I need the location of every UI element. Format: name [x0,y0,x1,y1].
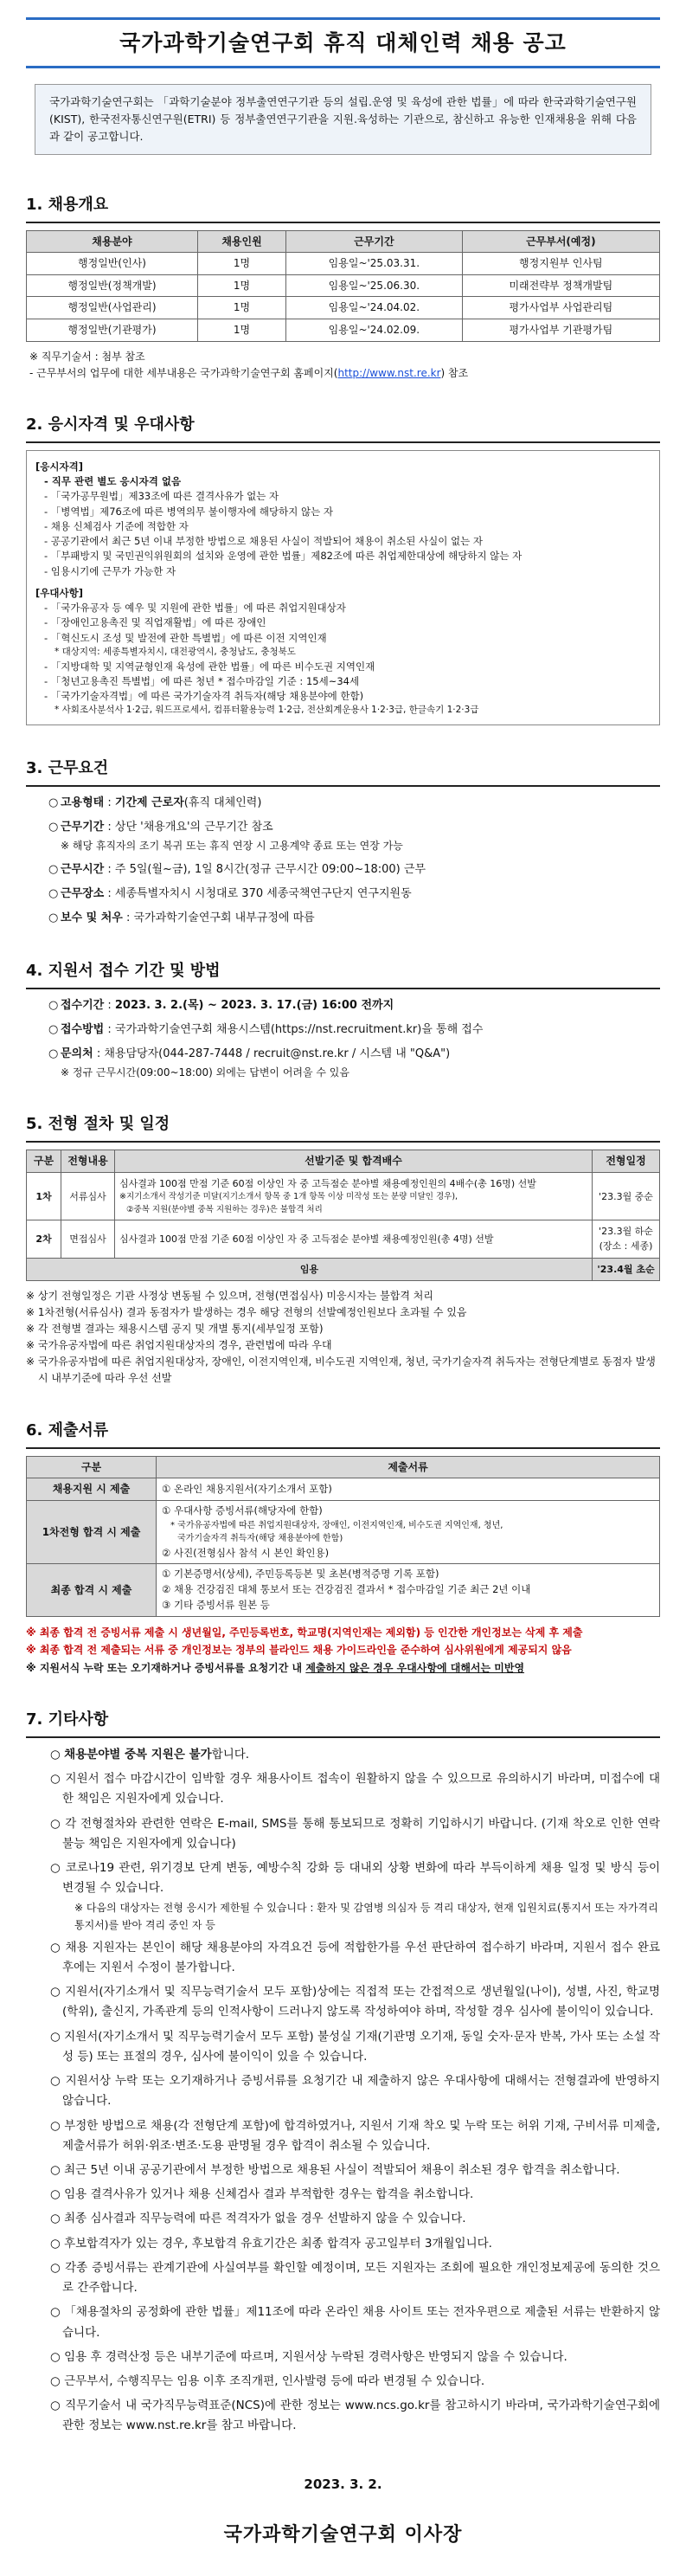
application-value: 2023. 3. 2.(목) ~ 2023. 3. 17.(금) 16:00 전까지 [114,998,394,1012]
bullet-icon: ○ [48,886,59,900]
table-cell: 행정일반(기관평가) [27,319,198,342]
list-item: ○ 직무기술서 내 국가직무능력표준(NCS)에 관한 정보는 www.ncs.go.kr를 참고하시기 바라며, 국가과학기술연구회에 관한 정보는 www.nst.re.kr를 참고 바랍니다. [50,2399,660,2433]
condition-location: ○ 근무장소 : 세종특별자치시 시청대로 370 세종국책연구단지 연구지원동 [26,885,660,904]
list-item: - 「장애인고용촉진 및 직업재활법」에 따른 장애인 [44,616,266,629]
doc-item: ① 우대사항 증빙서류(해당자에 한함) [162,1504,323,1517]
section-application [26,959,660,1082]
doc-item: ① 기본증명서(상세), 주민등록등본 및 초본(병적증명 기록 포함) [162,1568,439,1581]
col-header: 전형일정 [593,1150,660,1173]
col-header: 근무기간 [286,230,463,253]
table-row [27,319,660,342]
application-value[interactable]: 채용담당자(044-287-7448 / recruit@nst.re.kr / 시스템 내 "Q&A") [104,1046,451,1060]
note: ※ 국가유공자법에 따른 취업지원대상자의 경우, 관련법에 따라 우대 [26,1339,332,1352]
table-cell: 심사결과 100점 만점 기준 60점 이상인 자 중 고득점순 분야별 채용예정인원(총 4명) 선발 [115,1220,593,1258]
list-item: ○ 「채용절차의 공정화에 관한 법률」제11조에 따라 온라인 채용 사이트 또는 전자우편으로 제출된 서류는 반환하지 않습니다. [50,2305,660,2340]
section-documents [26,1419,660,1677]
section-heading: 1. 채용개요 [26,193,660,223]
application-contact: ○ 문의처 : 채용담당자(044-287-7448 / recruit@nst.re.kr / 시스템 내 "Q&A") ※ 정규 근무시간(09:00~18:00) 외에는 답변이 어려울 수 있음 [26,1045,660,1081]
table-cell: 임용 [27,1258,593,1280]
bullet-icon: ○ [48,1022,59,1036]
list-item: ○ 지원서 접수 마감시간이 임박할 경우 채용사이트 접속이 원활하지 않을 수 있으므로 유의하시기 바라며, 미접수에 대한 책임은 지원자에게 있습니다. [50,1772,660,1806]
list-subitem: * 사회조사분석사 1·2급, 워드프로세서, 컴퓨터활용능력 1·2급, 전산회계운용사 1·2·3급, 한글속기 1·2·3급 [54,705,479,716]
item-text: 지원서(자기소개서 및 직무능력기술서 모두 포함)상에는 직접적 또는 간접적으로 생년월일(나이), 성별, 사진, 학교명(학위), 출신지, 가족관계 등의 인적사항이 드러나지 않도록 작성하여야 하며, 작성할 경우 심사에 불이익이 있습니다. [62,1985,661,2019]
list-item: - 공공기관에서 최근 5년 이내 부정한 방법으로 채용된 사실이 적발되어 채용이 취소된 사실이 없는 자 [44,535,483,548]
table-row [27,1564,660,1616]
note-text-underlined: 제출하지 않은 경우 우대사항에 대해서는 미반영 [305,1661,525,1674]
list-item: ○ 임용 후 경력산정 등은 내부기준에 따르며, 지원서상 누락된 경력사항은 반영되지 않을 수 있습니다. [50,2349,567,2364]
signature-org: 국가과학기술연구회 이사장 [223,2523,463,2546]
bullet-icon: ○ [48,998,59,1012]
table-cell [157,1564,660,1616]
table-cell: 서류심사 [61,1172,115,1220]
section-heading: 6. 제출서류 [26,1419,660,1449]
condition-label: 고용형태 [61,796,105,810]
doc-item: ③ 기타 증빙서류 원본 등 [162,1599,270,1611]
item-text: 합니다. [211,1747,250,1761]
table-row [27,1220,660,1258]
item-text: 임용 후 경력산정 등은 내부기준에 따르며, 지원서상 누락된 경력사항은 반영되지 않을 수 있습니다. [64,2349,567,2364]
list-item: - 「국가유공자 등 예우 및 지원에 관한 법률」에 따른 취업지원대상자 [44,602,346,615]
announcement-date: 2023. 3. 2. [304,2476,382,2492]
qualification-heading: [응시자격] [35,460,83,473]
application-period: ○ 접수기간 : 2023. 3. 2.(목) ~ 2023. 3. 17.(금) 16:00 전까지 [26,996,660,1015]
condition-note: ※ 해당 휴직자의 조기 복귀 또는 휴직 연장 시 고용계약 종료 또는 연장 가능 [61,840,403,853]
list-item: ○ 최근 5년 이내 공공기관에서 부정한 방법으로 채용된 사실이 적발되어 채용이 취소된 경우 합격을 취소합니다. [50,2162,620,2177]
table-cell: '23.3월 중순 [593,1172,660,1220]
table-cell: 평가사업부 기관평가팀 [462,319,659,342]
recruitment-table [26,230,660,342]
section-heading: 7. 기타사항 [26,1708,660,1738]
col-header: 채용분야 [27,230,198,253]
bullet-icon: ○ [48,821,59,834]
table-cell: 행정일반(사업관리) [27,297,198,319]
condition-employment: ○ 고용형태 : 기간제 근로자(휴직 대체인력) [26,794,660,813]
table-cell: 1명 [197,253,285,275]
note: ※ 1차전형(서류심사) 결과 동점자가 발생하는 경우 해당 전형의 선발예정인원보다 초과될 수 있음 [26,1305,467,1318]
list-item: ○ 각 전형절차와 관련한 연락은 E-mail, SMS를 통해 통보되므로 정확히 기입하시기 바랍니다. (기재 착오로 인한 연락불능 책임은 지원자에게 있습니다) [50,1816,660,1851]
section-recruitment-overview [26,193,660,382]
application-label: 문의처 [61,1046,93,1060]
list-item: ○ 부정한 방법으로 채용(각 전형단계 포함)에 합격하였거나, 지원서 기재 착오 및 누락 또는 허위 기재, 구비서류 미제출, 제출서류가 허위·위조·변조·도용 판명될 경우 합격이 취소될 수 있습니다. [50,2118,660,2153]
list-item: - 「청년고용촉진 특별법」에 따른 청년 * 접수마감일 기준 : 15세~34세 [44,674,360,687]
list-item: - 「병역법」제76조에 따른 병역의무 불이행자에 해당하지 않는 자 [44,505,333,518]
table-row [27,297,660,319]
note-homepage [29,365,660,382]
item-text: 직무기술서 내 국가직무능력표준(NCS)에 관한 정보는 www.ncs.go.kr를 참고하시기 바라며, 국가과학기술연구회에 관한 정보는 www.nst.re.kr를 참고 바랍니다. [62,2399,660,2433]
item-text: 채용 지원자는 본인이 해당 채용분야의 자격요건 등에 적합한가를 우선 판단하여 접수하기 바라며, 지원서 접수 완료 후에는 지원서 수정이 불가합니다. [62,1940,660,1974]
section-heading: 5. 전형 절차 및 일정 [26,1112,660,1143]
note-warning: ※ 최종 합격 전 제출되는 서류 중 개인정보는 정부의 블라인드 채용 가이드라인을 준수하여 심사위원에게 제공되지 않음 [26,1644,572,1657]
table-cell: 행정일반(정책개발) [27,274,198,297]
criteria-sub: ②중복 지원(분야별 중복 지원하는 경우)은 불합격 처리 [126,1204,323,1214]
list-item: ○ 채용분야별 중복 지원은 불가합니다. [50,1747,250,1761]
section-heading: 2. 응시자격 및 우대사항 [26,413,660,443]
col-header: 구분 [27,1150,61,1173]
documents-table [26,1456,660,1617]
item-text: 임용 결격사유가 있거나 채용 신체검사 결과 부적합한 경우는 합격을 취소합니다. [64,2187,474,2202]
table-row [27,1500,660,1564]
list-item: ○ 지원서(자기소개서 및 직무능력기술서 모두 포함)상에는 직접적 또는 간접적으로 생년월일(나이), 성별, 사진, 학교명(학위), 출신지, 가족관계 등의 인적사항이 드러나지 않도록 작성하여야 하며, 작성할 경우 심사에 불이익이 있습니다. [50,1985,661,2019]
note-text: ※ 지원서식 누락 또는 오기재하거나 증빙서류를 요청기간 내 [26,1661,306,1674]
condition-value-extra: (휴직 대체인력) [183,796,262,810]
application-note: ※ 정규 근무시간(09:00~18:00) 외에는 답변이 어려울 수 있음 [61,1066,349,1079]
condition-value: 국가과학기술연구회 내부규정에 따름 [133,911,315,924]
condition-label: 보수 및 처우 [61,911,123,924]
qualification-box [26,450,660,725]
application-value[interactable]: 국가과학기술연구회 채용시스템(https://nst.recruitment.kr)을 통해 접수 [114,1022,484,1036]
item-text: 부정한 방법으로 채용(각 전형단계 포함)에 합격하였거나, 지원서 기재 착오 및 누락 또는 허위 기재, 구비서류 미제출, 제출서류가 허위·위조·변조·도용 판명될 경우 합격이 취소될 수 있습니다. [62,2118,660,2153]
page-title: 국가과학기술연구회 휴직 대체인력 채용 공고 [26,17,660,68]
list-item: - 임용시기에 근무가 가능한 자 [44,564,176,577]
note: ※ 각 전형별 결과는 채용시스템 공지 및 개별 통지(세부일정 포함) [26,1322,324,1335]
item-text: 근무부서, 수행직무는 임용 이후 조직개편, 인사발령 등에 따라 변경될 수 있습니다. [64,2373,485,2388]
item-text: 최근 5년 이내 공공기관에서 부정한 방법으로 채용된 사실이 적발되어 채용이 취소된 경우 합격을 취소합니다. [64,2162,620,2177]
application-method: ○ 접수방법 : 국가과학기술연구회 채용시스템(https://nst.recruitment.kr)을 통해 접수 [26,1021,660,1040]
intro-box: 국가과학기술연구회는 「과학기술분야 정부출연연구기관 등의 설립.운영 및 육성에 관한 법률」에 따라 한국과학기술연구원(KIST), 한국전자통신연구원(ETRI) 등 정부출연연구기관을 지원.육성하는 기관으로, 참신하고 유능한 인재채용을 위해 다음과 같이 공고합니다. [35,84,651,155]
homepage-link[interactable]: http://www.nst.re.kr [337,366,441,379]
doc-subitem: * 국가유공자법에 따른 취업지원대상자, 장애인, 이전지역인재, 비수도권 지역인재, 청년, [170,1520,503,1530]
section-heading: 3. 근무요건 [26,757,660,787]
table-cell [115,1172,593,1220]
table-row [27,253,660,275]
note: ※ 상기 전형일정은 기관 사정상 변동될 수 있으며, 전형(면접심사) 미응시자는 불합격 처리 [26,1289,433,1302]
section-heading: 4. 지원서 접수 기간 및 방법 [26,959,660,989]
section-qualifications [26,413,660,725]
table-cell: 행정지원부 인사팀 [462,253,659,275]
condition-value: 세종특별자치시 시청대로 370 세종국책연구단지 연구지원동 [114,886,412,900]
table-cell: 면접심사 [61,1220,115,1258]
item-text: 후보합격자가 있는 경우, 후보합격 유효기간은 최종 합격자 공고일부터 3개월입니다. [64,2236,492,2251]
item-text: 코로나19 관련, 위기경보 단계 변동, 예방수칙 강화 등 대내외 상황 변화에 따라 부득이하게 채용 일정 및 방식 등이 변경될 수 있습니다. [62,1860,661,1896]
condition-period: ○ 근무기간 : 상단 '채용개요'의 근무기간 참조 ※ 해당 휴직자의 조기 복귀 또는 휴직 연장 시 고용계약 종료 또는 연장 가능 [26,818,660,854]
list-item: - 「국가기술자격법」에 따른 국가기술자격 취득자(해당 채용분야에 한함) [44,690,364,703]
row-header: 최종 합격 시 제출 [27,1564,157,1616]
application-label: 접수기간 [61,998,105,1012]
selection-table [26,1150,660,1280]
list-item: ○ 코로나19 관련, 위기경보 단계 변동, 예방수칙 강화 등 대내외 상황 변화에 따라 부득이하게 채용 일정 및 방식 등이 변경될 수 있습니다. [50,1860,661,1896]
application-label: 접수방법 [61,1022,105,1036]
table-cell: 1명 [197,319,285,342]
row-header: 1차전형 합격 시 제출 [27,1500,157,1564]
table-cell: 1차 [27,1172,61,1220]
table-row [27,1172,660,1220]
table-cell: 행정일반(인사) [27,253,198,275]
list-item: - 채용 신체검사 기준에 적합한 자 [44,519,189,532]
criteria-sub: ※지기소개서 작성기준 미달(지기소개서 항목 중 1개 항목 이상 미작성 또는 분량 미달인 경우), [119,1191,458,1201]
table-cell: 1명 [197,274,285,297]
selection-notes [26,1288,660,1388]
item-bold: 채용분야별 중복 지원은 불가 [64,1747,212,1761]
col-header: 구분 [27,1456,157,1478]
item-text: 지원서상 누락 또는 오기재하거나 증빙서류를 요청기간 내 제출하지 않은 우대사항에 대해서는 전형결과에 반영하지 않습니다. [62,2074,660,2109]
preference-heading: [우대사항] [35,586,83,599]
condition-label: 근무시간 [61,862,105,876]
doc-item: ② 사진(전형심사 참석 시 본인 확인용) [162,1546,330,1559]
item-text: 지원서(자기소개서 및 직무능력기술서 모두 포함) 불성실 기재(기관명 오기재, 동일 숫자·문자 반복, 가사 또는 소설 작성 등) 또는 표절의 경우, 심사에 불이익이 있을 수 있습니다. [62,2029,660,2064]
documents-notes [26,1624,660,1677]
note-text: - 근무부서의 업무에 대한 세부내용은 국가과학기술연구회 홈페이지( [29,366,338,379]
list-item: ○ 지원서상 누락 또는 오기재하거나 증빙서류를 요청기간 내 제출하지 않은 우대사항에 대해서는 전형결과에 반영하지 않습니다. [50,2074,660,2109]
table-cell: ① 온라인 채용지원서(자기소개서 포함) [157,1478,660,1501]
section-selection-process [26,1112,660,1387]
bullet-icon: ○ [48,796,59,810]
note-warning [26,1659,660,1677]
condition-value: 주 5일(월~금), 1일 8시간(정규 근무시간 09:00~18:00) 근무 [114,862,426,876]
criteria-main: 심사결과 100점 만점 기준 60점 이상인 자 중 고득점순 분야별 채용예정인원의 4배수(총 16명) 선발 [119,1177,536,1189]
col-header: 전형내용 [61,1150,115,1173]
item-text: 각 전형절차와 관련한 연락은 E-mail, SMS를 통해 통보되므로 정확히 기입하시기 바랍니다. (기재 착오로 인한 연락불능 책임은 지원자에게 있습니다) [62,1816,660,1851]
table-cell: 임용일~'25.06.30. [286,274,463,297]
table-row [27,274,660,297]
table-cell: 2차 [27,1220,61,1258]
list-item: ○ 후보합격자가 있는 경우, 후보합격 유효기간은 최종 합격자 공고일부터 3개월입니다. [50,2236,492,2251]
table-cell: '23.4월 초순 [593,1258,660,1280]
table-cell: 미래전략부 정책개발팀 [462,274,659,297]
col-header: 채용인원 [197,230,285,253]
list-item: - 직무 관련 별도 응시자격 없음 [44,475,182,488]
bullet-icon: ○ [48,911,59,924]
table-cell: 임용일~'25.03.31. [286,253,463,275]
list-subitem: ※ 다음의 대상자는 전형 응시가 제한될 수 있습니다 : 환자 및 감염병 의심자 등 격리 대상자, 현재 입원치료(통지서 또는 자가격리통지서)를 받아 격리 중인 자 등 [74,1902,658,1931]
list-item: - 「국가공무원법」제33조에 따른 결격사유가 없는 자 [44,490,279,503]
condition-value: 상단 '채용개요'의 근무기간 참조 [114,821,273,834]
note-job-description: ※ 직무기술서 : 첨부 참조 [29,350,145,363]
list-subitem: * 대상지역: 세종특별자치시, 대전광역시, 충청남도, 충청북도 [54,646,296,657]
section-other [26,1708,660,2437]
list-item: ○ 최종 심사결과 직무능력에 따른 적격자가 없을 경우 선발하지 않을 수 있습니다. [50,2212,466,2226]
table-cell: 임용일~'24.04.02. [286,297,463,319]
note [29,349,660,382]
item-text: 최종 심사결과 직무능력에 따른 적격자가 없을 경우 선발하지 않을 수 있습니다. [64,2212,466,2226]
list-item: - 「혁신도시 조성 및 발전에 관한 특별법」에 따른 이전 지역인재 [44,631,327,644]
bullet-icon: ○ [48,862,59,876]
table-cell: 임용일~'24.02.09. [286,319,463,342]
condition-pay: ○ 보수 및 처우 : 국가과학기술연구회 내부규정에 따름 [26,909,660,928]
list-item: ○ 각종 증빙서류는 관계기관에 사실여부를 확인할 예정이며, 모든 지원자는 조회에 필요한 개인정보제공에 동의한 것으로 간주합니다. [50,2260,660,2296]
section-working-conditions [26,757,660,928]
condition-value: 기간제 근로자 [114,796,184,810]
col-header: 제출서류 [157,1456,660,1478]
condition-label: 근무기간 [61,821,105,834]
table-cell [157,1500,660,1564]
col-header: 선발기준 및 합격배수 [115,1150,593,1173]
doc-subitem: 국가기술자격 취득자(해당 채용분야에 한함) [177,1534,343,1544]
table-cell: 1명 [197,297,285,319]
note-warning: ※ 최종 합격 전 증빙서류 제출 시 생년월일, 주민등록번호, 학교명(지역인재는 제외함) 등 인간한 개인정보는 삭제 후 제출 [26,1626,583,1639]
table-row [27,1478,660,1501]
item-text: 지원서 접수 마감시간이 임박할 경우 채용사이트 접속이 원활하지 않을 수 있으므로 유의하시기 바라며, 미접수에 대한 책임은 지원자에게 있습니다. [62,1772,660,1806]
item-text: 「채용절차의 공정화에 관한 법률」제11조에 따라 온라인 채용 사이트 또는 전자우편으로 제출된 서류는 반환하지 않습니다. [62,2305,660,2340]
bullet-icon: ○ [48,1046,59,1060]
note: ※ 국가유공자법에 따른 취업지원대상자, 장애인, 이전지역인재, 비수도권 지역인재, 청년, 국가기술자격 취득자는 전형단계별로 동점자 발생 시 내부기준에 따라 우선 선발 [26,1356,656,1385]
table-cell: '23.3월 하순 (장소 : 세종) [593,1220,660,1258]
list-item: - 「부패방지 및 국민권익위원회의 설치와 운영에 관한 법률」제82조에 따른 취업제한대상에 해당하지 않는 자 [44,550,523,563]
condition-label: 근무장소 [61,886,105,900]
doc-item: ② 채용 건강검진 대체 통보서 또는 건강검진 결과서 * 접수마감일 기준 최근 2년 이내 [162,1583,531,1596]
table-cell: 평가사업부 사업관리팀 [462,297,659,319]
list-item: - 「지방대학 및 지역균형인재 육성에 관한 법률」에 따른 비수도권 지역인재 [44,660,375,673]
note-text: ) 참조 [440,366,469,379]
list-item: ○ 채용 지원자는 본인이 해당 채용분야의 자격요건 등에 적합한가를 우선 판단하여 접수하기 바라며, 지원서 접수 완료 후에는 지원서 수정이 불가합니다. [50,1940,660,1974]
row-header: 채용지원 시 제출 [27,1478,157,1501]
item-text: 각종 증빙서류는 관계기관에 사실여부를 확인할 예정이며, 모든 지원자는 조회에 필요한 개인정보제공에 동의한 것으로 간주합니다. [62,2260,660,2296]
list-item: ○ 근무부서, 수행직무는 임용 이후 조직개편, 인사발령 등에 따라 변경될 수 있습니다. [50,2373,485,2388]
table-row [27,1258,660,1280]
condition-hours: ○ 근무시간 : 주 5일(월~금), 1일 8시간(정규 근무시간 09:00~18:00) 근무 [26,860,660,879]
list-item: ○ 지원서(자기소개서 및 직무능력기술서 모두 포함) 불성실 기재(기관명 오기재, 동일 숫자·문자 반복, 가사 또는 소설 작성 등) 또는 표절의 경우, 심사에 불이익이 있을 수 있습니다. [50,2029,660,2064]
col-header: 근무부서(예정) [462,230,659,253]
list-item: ○ 임용 결격사유가 있거나 채용 신체검사 결과 부적합한 경우는 합격을 취소합니다. [50,2187,474,2202]
